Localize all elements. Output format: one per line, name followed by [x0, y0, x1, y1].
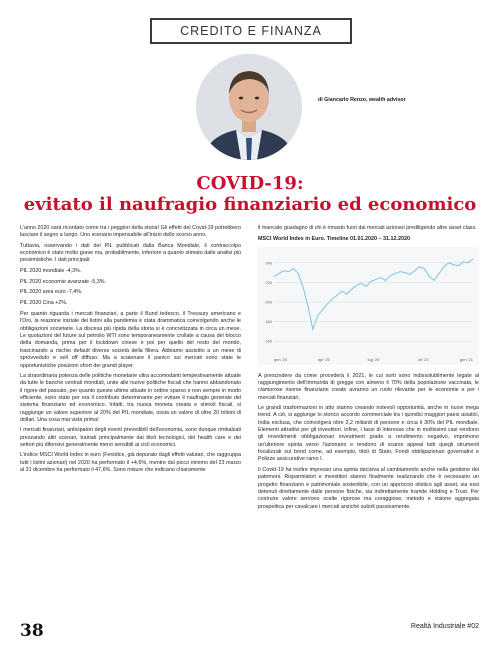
author-byline: di Giancarlo Renzo, wealth advisor [318, 97, 406, 103]
paragraph: il mancato guadagno di chi è rimasto fuori dai mercati azionari prediligendo altre asset class. [258, 225, 477, 231]
paragraph: L'anno 2020 sarà ricordato come tra i peggiori della storia! Gli effetti del Covid-19 potrebbero lasciare il segno a lungo. Uno scenario impensabile all'inizio dello scorso anno. [20, 225, 241, 239]
y-tick-label: 160 [265, 338, 272, 344]
page-number: 38 [20, 621, 44, 641]
article-title-line-2: evitato il naufragio finanziario ed economico [23, 194, 477, 215]
paragraph: Le grandi trasformazioni in atto stanno creando notevoli opportunità, anche in nuovi mega trend. A ciò, si aggiunge lo storico accordo commerciale tra i quindici maggiori paesi asiatici, India esclusa, che coinvolgerà oltre 2,2 miliardi di persone e circa il 30% del PIL mondiale. Elementi attrattivi per gli investitori. Infine, i tassi di interesse che in moltissimi casi rendono gli investimenti obbligazionari investment grade a rendimento negativo, imprimono un'ulteriore spinta verso l'azionario e rendono di scarso appeal tutti quegli strumenti focalizzati sui bond come, ad esempio, titoli di Stato, Fondi obbligazionari governativi e Polizze assicurative ramo I. [258, 405, 479, 463]
left-column [20, 225, 241, 477]
section-header: CREDITO E FINANZA [150, 18, 352, 44]
author-portrait-image [196, 54, 302, 160]
author-photo [196, 54, 302, 160]
paragraph: A prescindere da come procederà il 2021, le cui sorti sono indissolubilmente legate al raggiungimento dell'immunità di gregge con almeno il 70% della popolazione vaccinata, le clamorose risorse finanziarie create avranno un ruolo rilevante per le economie e per i mercati finanziari. [258, 372, 479, 401]
x-tick-label: gen '20 [274, 356, 287, 362]
stat-line: PIL 2020 area euro -7,4%. [20, 289, 83, 296]
y-tick-label: 180 [265, 318, 272, 324]
x-tick-label: lug '20 [367, 356, 380, 362]
magazine-name: Realtà Industriale #02 [410, 623, 479, 630]
y-tick-label: 200 [265, 299, 272, 305]
x-tick-label: ott '20 [417, 356, 429, 362]
stat-line: PIL 2020 mondiale -4,3%. [20, 267, 82, 274]
paragraph: Il Covid-19 ha inoltre impresso una spinta decisiva al cambiamento anche nella gestione dei patrimoni. Risparmiatori e investitori stanno finalmente realizzando che è necessario un progetto finanziario e patrimoniale sostenibile, con un approccio olistico agli asset, sia essi detenuti direttamente dalle persone fisiche, sia indirettamente tramite Holding e Trust. Per costruire valore servono scelte rigorose ma coraggiose, metodo e visione aggregata prospettica per cavalcare i mercati anziché subirli passivamente. [258, 466, 479, 510]
paragraph: Per quanto riguarda i mercati finanziari, a parte il Bund tedesco, il Tresaury americano e l'Oro, la reazione iniziale dei listini alla pandemia è stata drammatica coinvolgendo anche le obbligazioni societarie. La discesa più ripida della storia si è concretizzata in circa un mese. Le quotazioni del future sul petrolio WTI sono temporaneamente crollate a causa del blocco della domanda, prima per il lockdown cinese e poi per quello del resto del mondo, trascinando a rischio default diverse società della filiera. Abbiamo assistito a un mese di sprovveduto e sell off diffuso. Ma a scatenare il panico sui mercati sono state le opportunistiche posizioni short dei grandi player. [20, 311, 241, 369]
paragraph: Tuttavia, osservando i dati del PIL pubblicati dalla Banca Mondiale, il contraccolpo economico è stato molto grave ma, probabilmente, inferiore a quanto stimato dalle analisi più pessimistiche. I dati principali: [20, 242, 241, 264]
right-column [258, 225, 479, 514]
paragraph: I mercati finanziari, anticipatori degli eventi prevedibili dell'economia, sono dunque rimbalzati prezzando altri scenari, trainati principalmente dai titoli tecnologici, del health care e dei settori più difensivi generalmente meno sensibili ai cicli economici. [20, 427, 241, 448]
chart-title: MSCI World Index in Euro. Timeline 01.01.2020 – 31.12.2020 [258, 236, 411, 243]
x-tick-label: apr '20 [317, 356, 330, 362]
stat-line: PIL 2020 Cina +2%. [20, 300, 68, 307]
paragraph: L'indice MSCI World Index in euro (Fenidice, già depurato dagli effetti valutari, che raggruppa tutti i listini azionari) nel 2020 ha performato il +4,6%, mentre dal picco minimo del 23 marzo al 31 dicembre ha performato il 47,6%. Sono misure che indicano chiaramente [20, 452, 241, 473]
msci-chart [258, 247, 479, 365]
y-tick-label: 220 [265, 279, 272, 285]
y-tick-label: 240 [265, 259, 272, 265]
article-title-line-1: COVID-19: [196, 173, 304, 194]
paragraph: La straordinaria potenza delle politiche monetarie ultra accomodanti tempestivamente attuate da tutte le banche centrali mondiali, unite alle nuove politiche fiscali che hanno abbandonato il rigore del passato, per quanto queste ultime attuate in ordine sparso e non sempre in modo efficiente, sono state per ora il contributo determinante per evitare il naufragio generale del sistema finanziario ed economico. Infatti, tra nuova moneta creata e stimoli fiscali, si raggiunge un valore superiore al 20% del PIL mondiale, ossia un valore di oltre 20 trilioni di dollari. Una cosa mai vista prima! [20, 372, 241, 423]
x-tick-label: gen '21 [460, 356, 473, 362]
stat-line: PIL 2020 economie avanzate -5,3%. [20, 278, 106, 285]
